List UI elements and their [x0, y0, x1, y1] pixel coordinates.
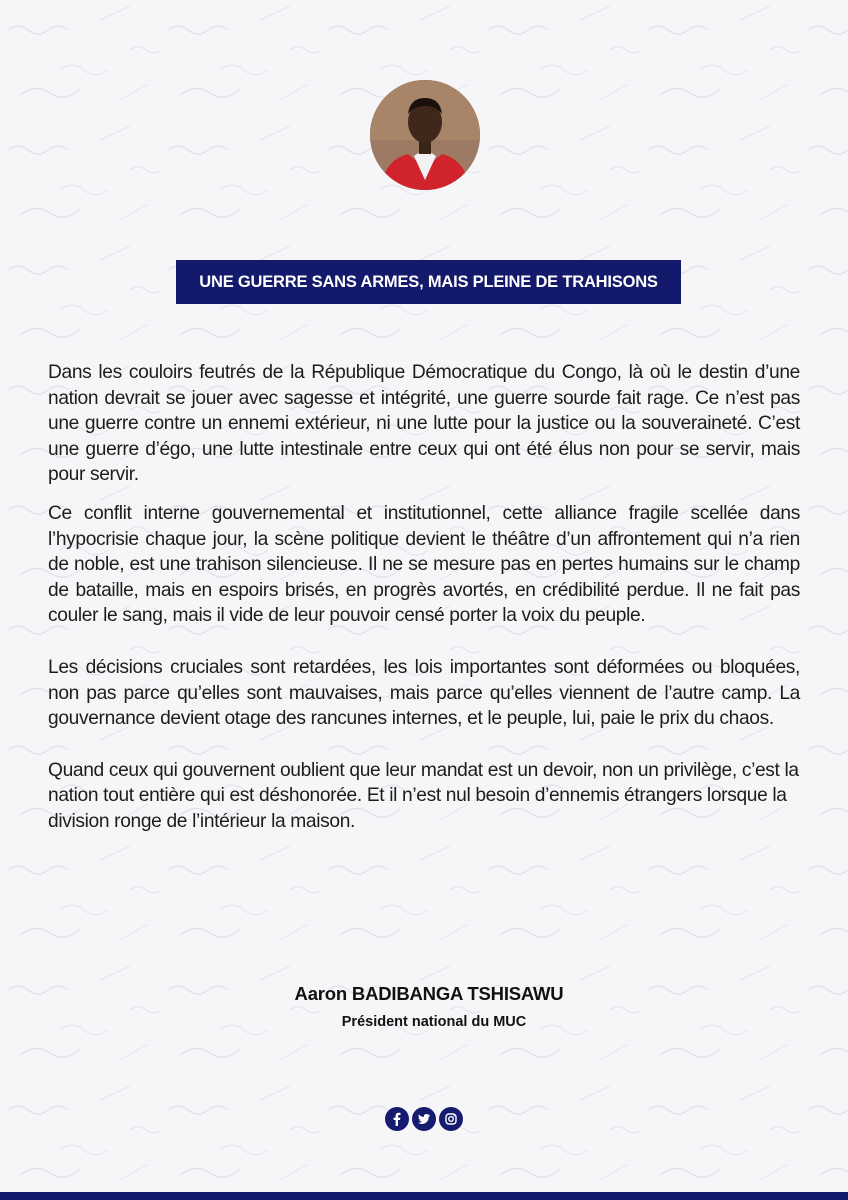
- instagram-icon[interactable]: [439, 1107, 463, 1131]
- author-name: Aaron BADIBANGA TSHISAWU: [294, 983, 564, 1004]
- author-portrait: [370, 80, 480, 190]
- paragraph: Quand ceux qui gouvernent oublient que leur mandat est un devoir, non un privilège, c’est la nation tout entière qui est déshonorée. Et il n’est nul besoin d’ennemis étrangers lorsque la division ronge de l’intérieur la maison.: [48, 759, 799, 832]
- social-links: [385, 1107, 463, 1131]
- paragraph: Les décisions cruciales sont retardées, les lois importantes sont déformées ou bloquées, non pas parce qu’elles sont mauvaises, mais parce qu’elles viennent de l’autre camp. La gouvernance devient otage des rancunes internes, et le peuple, lui, paie le prix du chaos.: [48, 656, 800, 730]
- paragraph: Dans les couloirs feutrés de la République Démocratique du Congo, là où le destin d’une nation devrait se jouer avec sagesse et intégrité, une guerre sourde fait rage. Ce n’est pas une guerre contre un ennemi extérieur, ni une lutte pour la justice ou la souveraineté. C’est une guerre d’égo, une lutte intestinale entre ceux qui ont été élus non pour se servir, mais pour servir.: [48, 362, 800, 486]
- article-body: [48, 360, 800, 835]
- footer-bar: [0, 1192, 848, 1200]
- twitter-icon[interactable]: [412, 1107, 436, 1131]
- signature-block: [0, 983, 848, 1030]
- headline-banner: UNE GUERRE SANS ARMES, MAIS PLEINE DE TRAHISONS: [176, 260, 681, 304]
- paragraph: Ce conflit interne gouvernemental et institutionnel, cette alliance fragile scellée dans l’hypocrisie chaque jour, la scène politique devient le théâtre d’un affrontement qui n’a rien de noble, est une trahison silencieuse. Il ne se mesure pas en pertes humains sur le champ de bataille, mais en espoirs brisés, en progrès avortés, en crédibilité perdue. Il ne fait pas couler le sang, mais il vide de leur pouvoir censé porter la voix du peuple.: [48, 502, 800, 627]
- author-title: Président national du MUC: [341, 1014, 527, 1030]
- facebook-icon[interactable]: [385, 1107, 409, 1131]
